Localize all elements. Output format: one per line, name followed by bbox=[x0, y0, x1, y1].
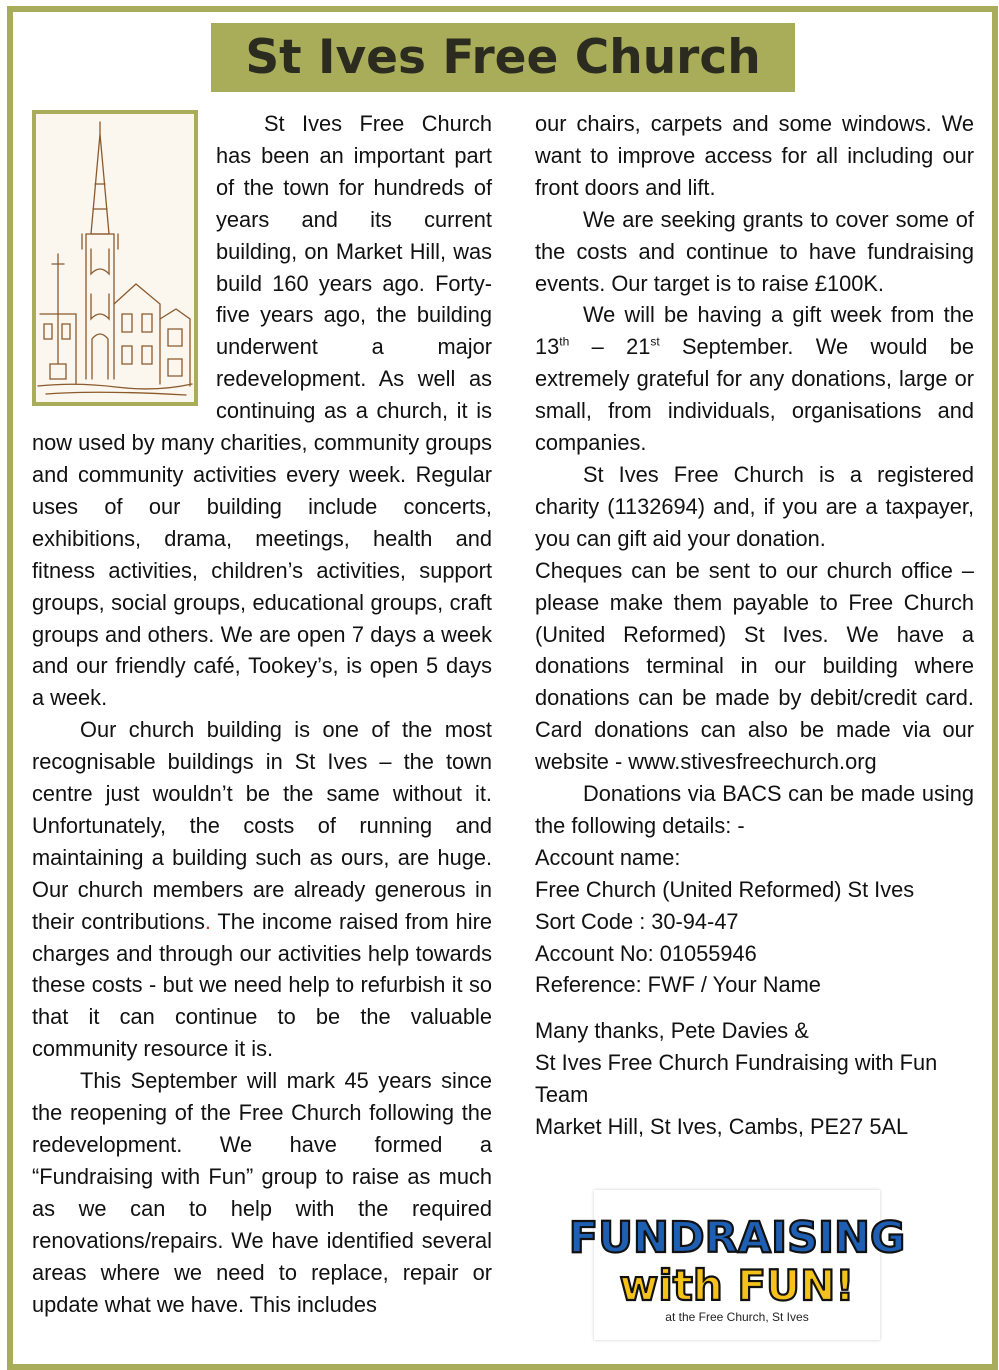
building-text-b: The income raised from hire charges and through our activities help towards these costs - but we need help to refurbish it so that it can continue to be the valuable community resource it is. bbox=[32, 908, 492, 1062]
intro-paragraph: St Ives Free Church has been an important part of the town for hundreds of years and its current building, on Market Hill, was build 160 years ago. Forty-five years ago, the building underwent a major redevelopment. As well as continuing as a church, it is now used by many charities, community groups and community activities every week. Regular uses of our building include concerts, exhibitions, drama, meetings, health and fitness activities, children’s activities, support groups, social groups, educational groups, craft groups and others. We are open 7 days a week and our friendly café, Tookey’s, is open 5 days a week. bbox=[32, 111, 492, 711]
gift-week-text-c: September. We would be extremely grateful for any donations, large or small, from individuals, organisations and companies. bbox=[535, 334, 974, 456]
cheques-paragraph: Cheques can be sent to our church office – please make them payable to Free Church (United Reformed) St Ives. We have a donations terminal in our building where donations can be made by debit/credit card. Card donations can also be made via our website - www.stivesfreechurch.org bbox=[535, 557, 974, 775]
logo-subtitle: at the Free Church, St Ives bbox=[665, 1310, 809, 1324]
building-text-dot: . bbox=[204, 908, 211, 934]
left-column bbox=[32, 108, 492, 1320]
gift-week-sup-st: st bbox=[650, 335, 660, 350]
gift-week-text-a: We will be having a gift week from the 13 bbox=[535, 302, 974, 360]
payment-reference: Reference: FWF / Your Name bbox=[535, 972, 821, 998]
charity-paragraph: St Ives Free Church is a registered charity (1132694) and, if you are a taxpayer, you can gift aid your donation. bbox=[535, 461, 974, 551]
building-text-a: Our church building is one of the most recognisable buildings in St Ives – the town centre just wouldn’t be the same without it. Unfortunately, the costs of running and maintaining a building such as ours, are huge. Our church members are already generous in their contributions bbox=[32, 717, 492, 934]
account-number: Account No: 01055946 bbox=[535, 940, 757, 966]
account-name-value: Free Church (United Reformed) St Ives bbox=[535, 876, 915, 902]
thanks-line-1: Many thanks, Pete Davies & bbox=[535, 1018, 809, 1044]
anniversary-paragraph: This September will mark 45 years since the reopening of the Free Church following the redevelopment. We have formed a “Fundraising with Fun” group to raise as much as we can to help with the required renovations/repairs. We have identified several areas where we need to replace, repair or update what we have. This includes bbox=[32, 1068, 492, 1317]
gift-week-paragraph bbox=[535, 299, 974, 459]
continued-paragraph: our chairs, carpets and some windows. We want to improve access for all including our front doors and lift. bbox=[535, 111, 974, 200]
gift-week-sup-th: th bbox=[559, 335, 570, 350]
grants-paragraph: We are seeking grants to cover some of the costs and continue to have fundraising events. Our target is to raise £100K. bbox=[535, 206, 974, 296]
page-title: St Ives Free Church bbox=[211, 23, 795, 92]
bacs-paragraph: Donations via BACS can be made using the following details: - bbox=[535, 781, 974, 838]
gift-week-text-b: – 21 bbox=[569, 334, 651, 360]
church-address: Market Hill, St Ives, Cambs, PE27 5AL bbox=[535, 1114, 909, 1140]
account-name-label: Account name: bbox=[535, 844, 681, 870]
building-paragraph bbox=[32, 714, 492, 1065]
right-column bbox=[535, 108, 974, 1143]
fundraising-logo bbox=[568, 1190, 906, 1340]
thanks-line-2: St Ives Free Church Fundraising with Fun Team bbox=[535, 1050, 938, 1108]
logo-word-with-fun: with FUN! bbox=[619, 1261, 855, 1310]
logo-word-fundraising: FUNDRAISING bbox=[568, 1213, 906, 1263]
church-sketch-image bbox=[32, 110, 198, 406]
sort-code: Sort Code : 30-94-47 bbox=[535, 908, 739, 934]
